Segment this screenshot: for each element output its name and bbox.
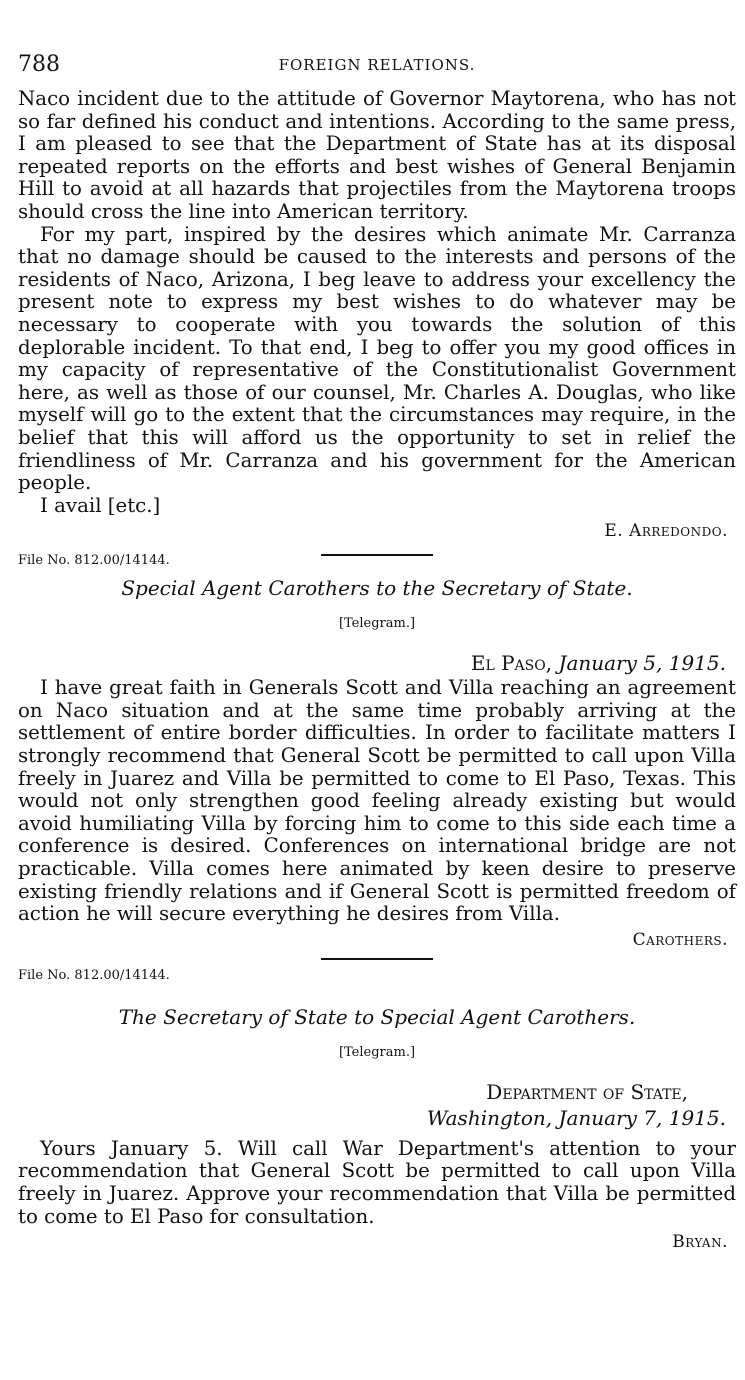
divider xyxy=(321,958,433,960)
document-title: The Secretary of State to Special Agent Carothers. xyxy=(118,1004,636,1029)
place: El Paso, xyxy=(470,651,553,676)
page-header xyxy=(18,48,736,88)
dateline xyxy=(18,651,726,675)
date: January 5, 1915. xyxy=(558,651,726,676)
signature: Carothers. xyxy=(632,929,728,950)
file-number: File No. 812.00/14144. xyxy=(18,967,170,983)
telegram-label: [Telegram.] xyxy=(338,616,416,632)
signature: Bryan. xyxy=(672,1232,728,1253)
paragraph: I have great faith in Generals Scott and Villa reaching an agreement on Naco situation and at the same time probably arriving at the settlement of entire border difficulties. In order to facilitate matters I strongly recommend that General Scott be permitted to call upon Villa freely in Juarez and Villa be permitted to come to El Paso, Texas. This would not only strengthen good feeling already existing but would avoid humiliating Villa by forcing him to come to this side each time a conference is desired. Conferences on international bridge are not practicable. Villa comes here animated by keen desire to preserve existing friendly relations and if General Scott is permitted freedom of action he will secure everything he desires from Villa. xyxy=(18,676,736,926)
dateline: Washington, January 7, 1915. xyxy=(426,1105,726,1130)
closing: I avail [etc.] xyxy=(40,493,161,517)
department: Department of State, xyxy=(486,1079,688,1104)
document-title: Special Agent Carothers to the Secretary of State. xyxy=(121,576,633,601)
paragraph: For my part, inspired by the desires which animate Mr. Carranza that no damage should be caused to the interests and persons of the residents of Naco, Arizona, I beg leave to address your excellency the present note to express my best wishes to do whatever may be necessary to cooperate with you towards the solution of this deplorable incident. To that end, I beg to offer you my good offices in my capacity of representative of the Constitutionalist Government here, as well as those of our counsel, Mr. Charles A. Douglas, who like myself will go to the extent that the circumstances may require, in the belief that this will afford us the opportunity to set in relief the friendliness of Mr. Carranza and his government for the American people. xyxy=(18,222,736,495)
paragraph: Yours January 5. Will call War Department's attention to your recommendation that General Scott be permitted to call upon Villa freely in Juarez. Approve your recommendation that Villa be permitted to come to El Paso for consultation. xyxy=(18,1136,736,1228)
file-number: File No. 812.00/14144. xyxy=(18,553,170,569)
page-number: 788 xyxy=(18,52,60,77)
running-title: FOREIGN RELATIONS. xyxy=(278,56,476,74)
telegram-label: [Telegram.] xyxy=(338,1044,416,1060)
paragraph: Naco incident due to the attitude of Governor Maytorena, who has not so far defined his conduct and intentions. According to the same press, I am pleased to see that the Department of State has at its disposal repeated reports on the efforts and best wishes of General Benjamin Hill to avoid at all hazards that projectiles from the Maytorena troops should cross the line into American territory. xyxy=(18,87,736,223)
document-page xyxy=(18,48,736,1252)
divider xyxy=(321,554,433,556)
signature: E. Arredondo. xyxy=(604,521,728,542)
